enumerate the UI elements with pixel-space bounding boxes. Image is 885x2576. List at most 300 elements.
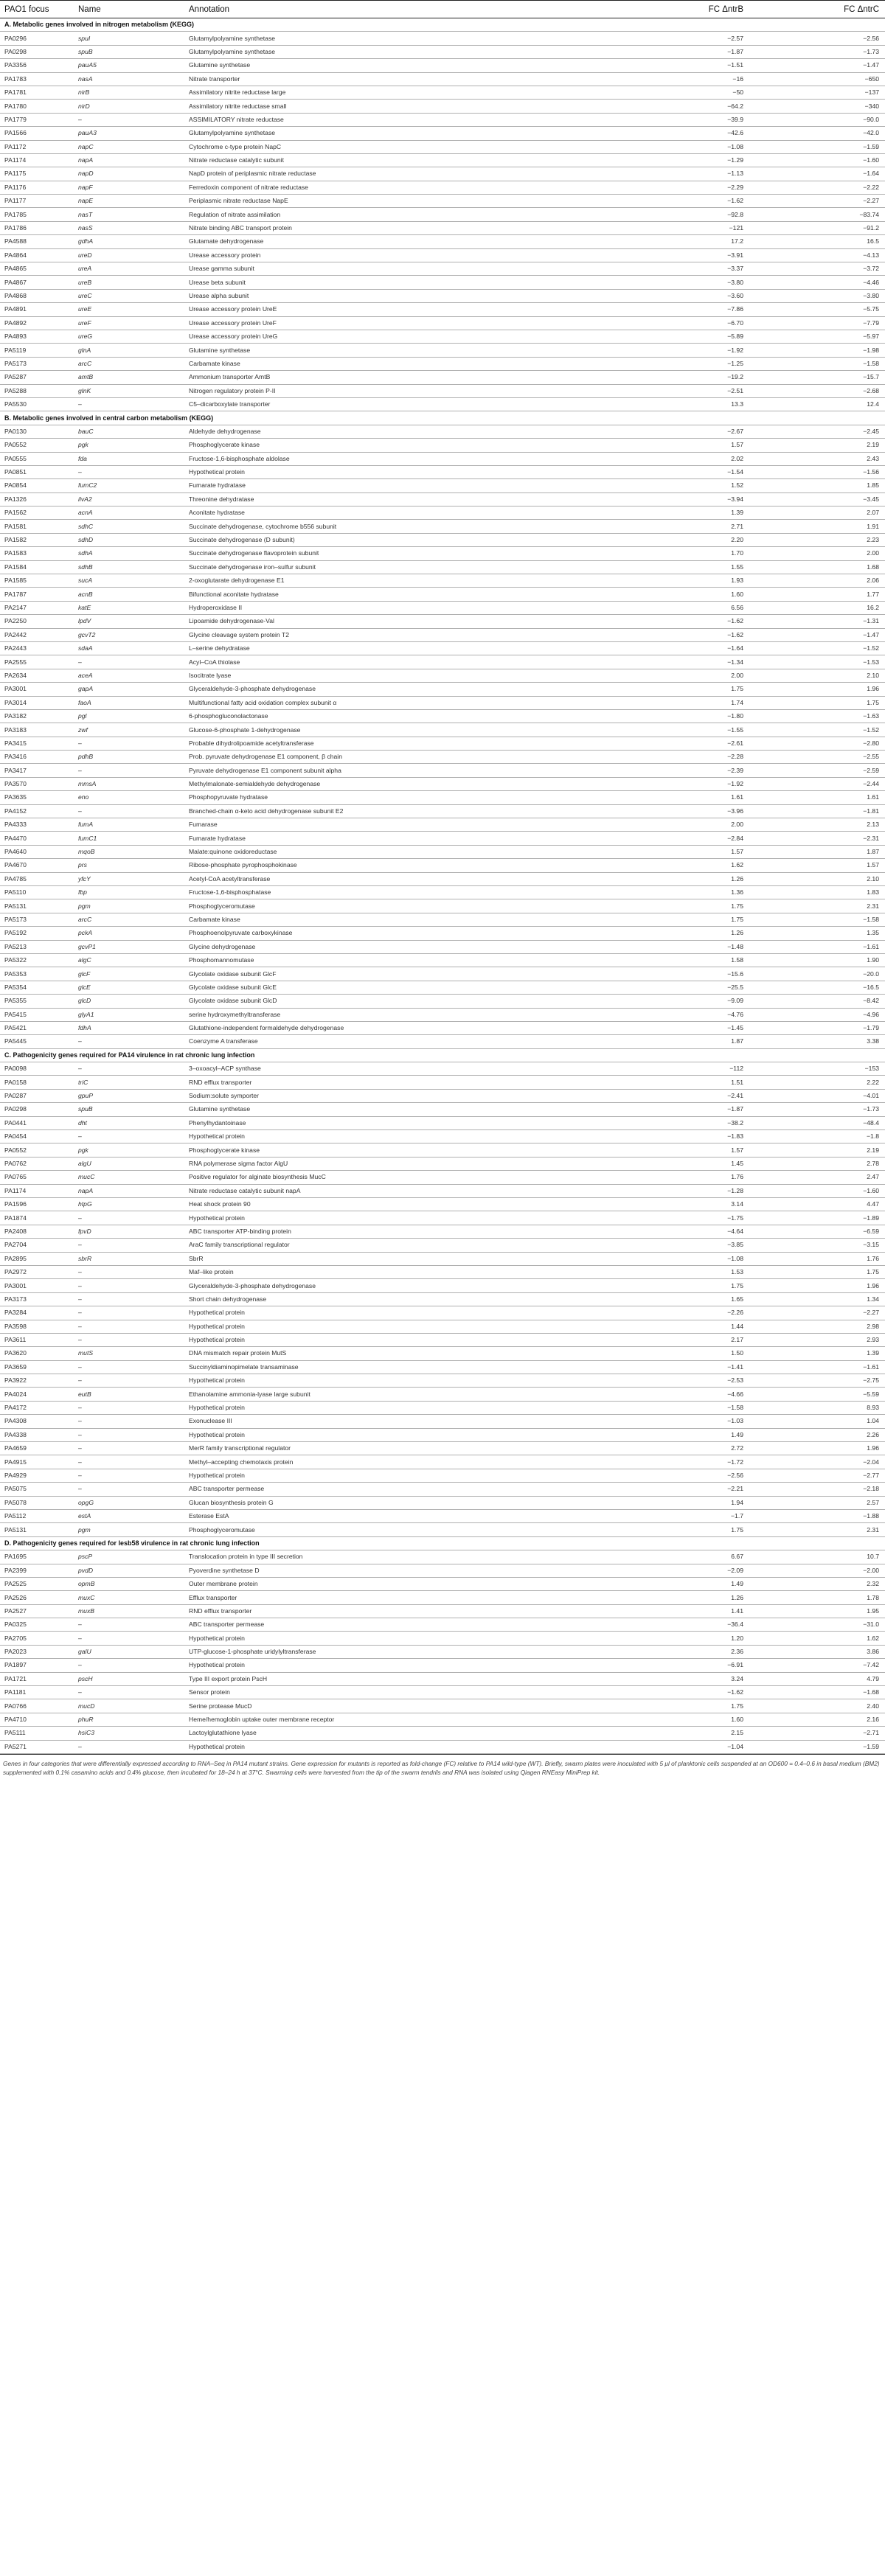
cell-fc-ntrc: −1.89 [749, 1211, 885, 1225]
cell-fc-ntrb: −3.60 [614, 289, 749, 302]
cell-fc-ntrc: −153 [749, 1062, 885, 1076]
cell-locus: PA4308 [0, 1415, 74, 1428]
cell-fc-ntrc: 1.61 [749, 791, 885, 804]
cell-name: glnK [74, 384, 184, 397]
cell-annotation: Methyl–accepting chemotaxis protein [184, 1455, 614, 1469]
cell-locus: PA0325 [0, 1618, 74, 1632]
cell-fc-ntrc: 2.06 [749, 574, 885, 588]
cell-name: hsiC3 [74, 1727, 184, 1740]
cell-fc-ntrc: 2.13 [749, 818, 885, 832]
cell-name: muxC [74, 1591, 184, 1604]
cell-annotation: Hydroperoxidase II [184, 601, 614, 614]
cell-annotation: Hypothetical protein [184, 1306, 614, 1320]
cell-locus: PA2408 [0, 1225, 74, 1238]
cell-locus: PA0762 [0, 1157, 74, 1170]
table-row [0, 641, 885, 655]
cell-fc-ntrb: −3.85 [614, 1239, 749, 1252]
cell-name: eno [74, 791, 184, 804]
cell-fc-ntrb: −1.28 [614, 1184, 749, 1197]
cell-name: mqoB [74, 845, 184, 858]
cell-annotation: RND efflux transporter [184, 1604, 614, 1618]
table-row [0, 316, 885, 330]
table-row [0, 1604, 885, 1618]
cell-annotation: Glutamate dehydrogenase [184, 235, 614, 248]
cell-locus: PA5213 [0, 940, 74, 953]
cell-annotation: Glucan biosynthesis protein G [184, 1496, 614, 1509]
cell-fc-ntrb: 1.60 [614, 588, 749, 601]
cell-fc-ntrc: 3.86 [749, 1645, 885, 1658]
cell-fc-ntrb: 1.39 [614, 507, 749, 520]
table-row [0, 289, 885, 302]
cell-annotation: Succinyldiaminopimelate transaminase [184, 1360, 614, 1374]
cell-locus: PA2525 [0, 1577, 74, 1590]
cell-fc-ntrb: −1.13 [614, 167, 749, 181]
cell-fc-ntrc: −1.47 [749, 628, 885, 641]
cell-locus: PA5354 [0, 981, 74, 994]
cell-fc-ntrc: −1.68 [749, 1686, 885, 1699]
cell-name: napF [74, 181, 184, 194]
cell-annotation: Hypothetical protein [184, 1211, 614, 1225]
cell-locus: PA4640 [0, 845, 74, 858]
cell-name: spuB [74, 1103, 184, 1116]
cell-fc-ntrb: −25.5 [614, 981, 749, 994]
cell-name: – [74, 1740, 184, 1753]
cell-fc-ntrb: 1.87 [614, 1035, 749, 1048]
cell-fc-ntrb: −1.48 [614, 940, 749, 953]
cell-fc-ntrc: 1.90 [749, 953, 885, 967]
cell-name: pscP [74, 1550, 184, 1564]
cell-name: mutS [74, 1347, 184, 1360]
cell-fc-ntrc: 2.57 [749, 1496, 885, 1509]
table-row [0, 520, 885, 533]
cell-fc-ntrb: 1.75 [614, 1279, 749, 1292]
cell-fc-ntrb: −2.41 [614, 1089, 749, 1102]
table-row [0, 153, 885, 167]
cell-locus: PA3416 [0, 751, 74, 764]
table-row [0, 683, 885, 696]
cell-fc-ntrc: 2.98 [749, 1320, 885, 1333]
cell-locus: PA3415 [0, 737, 74, 750]
cell-fc-ntrc: −1.52 [749, 641, 885, 655]
cell-fc-ntrb: 1.74 [614, 696, 749, 709]
cell-locus: PA5530 [0, 397, 74, 411]
cell-locus: PA5287 [0, 371, 74, 384]
cell-annotation: Hypothetical protein [184, 1401, 614, 1414]
cell-name: estA [74, 1509, 184, 1522]
table-row [0, 1239, 885, 1252]
table-row [0, 221, 885, 234]
cell-locus: PA4659 [0, 1442, 74, 1455]
cell-locus: PA5111 [0, 1727, 74, 1740]
table-row [0, 303, 885, 316]
cell-annotation: Glucose-6-phosphate 1-dehydrogenase [184, 723, 614, 737]
cell-annotation: Succinate dehydrogenase, cytochrome b556 subunit [184, 520, 614, 533]
cell-name: fumC2 [74, 479, 184, 492]
cell-fc-ntrb: −92.8 [614, 208, 749, 221]
cell-fc-ntrc: −1.60 [749, 153, 885, 167]
cell-locus: PA0555 [0, 452, 74, 465]
cell-fc-ntrc: −8.42 [749, 995, 885, 1008]
cell-locus: PA5322 [0, 953, 74, 967]
table-row [0, 1564, 885, 1577]
section-header-row [0, 18, 885, 32]
table-row [0, 1713, 885, 1726]
cell-fc-ntrb: 1.75 [614, 899, 749, 913]
cell-locus: PA0130 [0, 425, 74, 438]
cell-name: fumA [74, 818, 184, 832]
table-row [0, 886, 885, 899]
cell-fc-ntrc: −2.75 [749, 1374, 885, 1388]
cell-fc-ntrb: 1.57 [614, 1143, 749, 1157]
cell-fc-ntrc: −1.52 [749, 723, 885, 737]
cell-fc-ntrc: 2.40 [749, 1699, 885, 1713]
cell-fc-ntrb: −39.9 [614, 113, 749, 126]
cell-name: prs [74, 859, 184, 872]
cell-name: napC [74, 140, 184, 153]
cell-annotation: Lipoamide dehydrogenase-Val [184, 615, 614, 628]
cell-fc-ntrc: −2.56 [749, 32, 885, 45]
cell-annotation: Urease alpha subunit [184, 289, 614, 302]
cell-name: eutB [74, 1388, 184, 1401]
cell-name: glnA [74, 344, 184, 357]
cell-fc-ntrc: 12.4 [749, 397, 885, 411]
cell-name: nirB [74, 86, 184, 99]
cell-fc-ntrb: 13.3 [614, 397, 749, 411]
cell-name: triC [74, 1076, 184, 1089]
cell-annotation: Bifunctional aconitate hydratase [184, 588, 614, 601]
cell-locus: PA2526 [0, 1591, 74, 1604]
table-row [0, 1333, 885, 1346]
cell-fc-ntrc: 1.91 [749, 520, 885, 533]
cell-annotation: Multifunctional fatty acid oxidation complex subunit α [184, 696, 614, 709]
cell-name: nasS [74, 221, 184, 234]
table-row [0, 1197, 885, 1211]
cell-annotation: MerR family transcriptional regulator [184, 1442, 614, 1455]
cell-fc-ntrb: −2.53 [614, 1374, 749, 1388]
cell-locus: PA1779 [0, 113, 74, 126]
cell-name: opgG [74, 1496, 184, 1509]
cell-locus: PA2895 [0, 1252, 74, 1265]
cell-locus: PA2634 [0, 669, 74, 682]
cell-fc-ntrc: 1.04 [749, 1415, 885, 1428]
cell-fc-ntrb: 1.49 [614, 1428, 749, 1441]
cell-locus: PA1787 [0, 588, 74, 601]
cell-name: phuR [74, 1713, 184, 1726]
cell-annotation: Probable dihydrolipoamide acetyltransferase [184, 737, 614, 750]
cell-locus: PA3356 [0, 59, 74, 72]
table-row [0, 1130, 885, 1143]
table-row [0, 235, 885, 248]
cell-locus: PA4152 [0, 804, 74, 818]
cell-fc-ntrc: −4.01 [749, 1089, 885, 1102]
cell-fc-ntrb: 1.44 [614, 1320, 749, 1333]
cell-fc-ntrb: 17.2 [614, 235, 749, 248]
table-row [0, 479, 885, 492]
cell-annotation: Esterase EstA [184, 1509, 614, 1522]
cell-name: – [74, 1306, 184, 1320]
cell-locus: PA0098 [0, 1062, 74, 1076]
section-header-row [0, 411, 885, 425]
cell-fc-ntrb: 1.62 [614, 859, 749, 872]
cell-annotation: Carbamate kinase [184, 357, 614, 370]
cell-locus: PA1174 [0, 153, 74, 167]
cell-name: arcC [74, 913, 184, 926]
cell-name: katE [74, 601, 184, 614]
cell-fc-ntrc: −5.97 [749, 330, 885, 343]
cell-fc-ntrc: −1.61 [749, 940, 885, 953]
cell-annotation: 2-oxoglutarate dehydrogenase E1 [184, 574, 614, 588]
cell-locus: PA4865 [0, 262, 74, 276]
table-row [0, 1523, 885, 1536]
cell-annotation: Nitrate reductase catalytic subunit [184, 153, 614, 167]
section-header-row [0, 1048, 885, 1062]
cell-annotation: Urease beta subunit [184, 276, 614, 289]
cell-annotation: Urease accessory protein UreG [184, 330, 614, 343]
table-row [0, 574, 885, 588]
cell-locus: PA1781 [0, 86, 74, 99]
cell-name: – [74, 1333, 184, 1346]
cell-fc-ntrb: −3.96 [614, 804, 749, 818]
cell-name: – [74, 1374, 184, 1388]
cell-name: pdhB [74, 751, 184, 764]
cell-fc-ntrb: −3.37 [614, 262, 749, 276]
cell-annotation: Serine protease MucD [184, 1699, 614, 1713]
cell-locus: PA4893 [0, 330, 74, 343]
cell-fc-ntrc: −1.63 [749, 709, 885, 723]
cell-name: aceA [74, 669, 184, 682]
cell-name: sdhD [74, 533, 184, 546]
cell-name: – [74, 1035, 184, 1048]
cell-annotation: Aconitate hydratase [184, 507, 614, 520]
table-row [0, 1184, 885, 1197]
cell-annotation: ASSIMILATORY nitrate reductase [184, 113, 614, 126]
cell-locus: PA4338 [0, 1428, 74, 1441]
cell-fc-ntrb: 1.76 [614, 1171, 749, 1184]
cell-fc-ntrb: −36.4 [614, 1618, 749, 1632]
cell-name: – [74, 1239, 184, 1252]
cell-name: bauC [74, 425, 184, 438]
cell-fc-ntrc: 1.83 [749, 886, 885, 899]
table-row [0, 804, 885, 818]
cell-locus: PA0552 [0, 439, 74, 452]
cell-fc-ntrb: −1.7 [614, 1509, 749, 1522]
cell-locus: PA5078 [0, 1496, 74, 1509]
cell-annotation: Type III export protein PscH [184, 1672, 614, 1685]
cell-fc-ntrc: −137 [749, 86, 885, 99]
cell-annotation: ABC transporter ATP-binding protein [184, 1225, 614, 1238]
cell-fc-ntrb: −2.39 [614, 764, 749, 777]
cell-annotation: Glutamine synthetase [184, 1103, 614, 1116]
cell-fc-ntrb: 2.17 [614, 1333, 749, 1346]
cell-locus: PA3922 [0, 1374, 74, 1388]
cell-fc-ntrb: −5.89 [614, 330, 749, 343]
cell-annotation: Positive regulator for alginate biosynthesis MucC [184, 1171, 614, 1184]
cell-fc-ntrb: −4.66 [614, 1388, 749, 1401]
table-row [0, 872, 885, 885]
cell-locus: PA0298 [0, 1103, 74, 1116]
table-row [0, 72, 885, 86]
table-row [0, 533, 885, 546]
cell-fc-ntrb: −2.84 [614, 832, 749, 845]
cell-fc-ntrc: −1.59 [749, 140, 885, 153]
cell-fc-ntrc: −2.18 [749, 1483, 885, 1496]
cell-fc-ntrc: −3.15 [749, 1239, 885, 1252]
table-row [0, 344, 885, 357]
cell-name: – [74, 764, 184, 777]
cell-name: – [74, 1360, 184, 1374]
cell-annotation: ABC transporter permease [184, 1483, 614, 1496]
table-row [0, 1035, 885, 1048]
cell-locus: PA5445 [0, 1035, 74, 1048]
cell-locus: PA1583 [0, 547, 74, 560]
cell-fc-ntrc: −2.71 [749, 1727, 885, 1740]
cell-annotation: Succinate dehydrogenase flavoprotein subunit [184, 547, 614, 560]
cell-fc-ntrc: −2.68 [749, 384, 885, 397]
cell-fc-ntrc: −2.00 [749, 1564, 885, 1577]
cell-fc-ntrc: 2.31 [749, 1523, 885, 1536]
cell-fc-ntrb: 1.60 [614, 1713, 749, 1726]
cell-name: acnB [74, 588, 184, 601]
table-row [0, 1279, 885, 1292]
table-row [0, 1740, 885, 1753]
cell-name: yfcY [74, 872, 184, 885]
cell-name: pscH [74, 1672, 184, 1685]
cell-fc-ntrc: 8.93 [749, 1401, 885, 1414]
cell-fc-ntrb: −3.80 [614, 276, 749, 289]
table-row [0, 1577, 885, 1590]
cell-annotation: Phosphomannomutase [184, 953, 614, 967]
cell-name: pgk [74, 1143, 184, 1157]
cell-name: – [74, 1401, 184, 1414]
cell-fc-ntrc: −2.22 [749, 181, 885, 194]
cell-fc-ntrb: 6.67 [614, 1550, 749, 1564]
table-row [0, 1306, 885, 1320]
cell-locus: PA3570 [0, 777, 74, 790]
cell-annotation: Glycine dehydrogenase [184, 940, 614, 953]
cell-annotation: Fumarate hydratase [184, 479, 614, 492]
cell-fc-ntrb: −1.58 [614, 1401, 749, 1414]
header-locus: PAO1 focus [0, 1, 74, 18]
table-row [0, 1632, 885, 1645]
cell-name: – [74, 1428, 184, 1441]
cell-annotation: Assimilatory nitrite reductase small [184, 100, 614, 113]
cell-annotation: Fumarase [184, 818, 614, 832]
cell-fc-ntrc: 1.57 [749, 859, 885, 872]
cell-fc-ntrb: −2.21 [614, 1483, 749, 1496]
cell-fc-ntrc: −90.0 [749, 113, 885, 126]
cell-annotation: 6-phosphogluconolactonase [184, 709, 614, 723]
cell-name: – [74, 113, 184, 126]
table-row [0, 32, 885, 45]
cell-fc-ntrb: 1.52 [614, 479, 749, 492]
table-row [0, 1727, 885, 1740]
cell-fc-ntrb: −9.09 [614, 995, 749, 1008]
cell-fc-ntrc: −91.2 [749, 221, 885, 234]
cell-annotation: Cytochrome c-type protein NapC [184, 140, 614, 153]
cell-annotation: Aldehyde dehydrogenase [184, 425, 614, 438]
cell-name: arcC [74, 357, 184, 370]
cell-locus: PA1695 [0, 1550, 74, 1564]
cell-fc-ntrb: 1.57 [614, 845, 749, 858]
cell-locus: PA3598 [0, 1320, 74, 1333]
cell-name: acnA [74, 507, 184, 520]
cell-locus: PA4891 [0, 303, 74, 316]
cell-fc-ntrb: −2.26 [614, 1306, 749, 1320]
cell-fc-ntrc: −3.80 [749, 289, 885, 302]
cell-locus: PA1584 [0, 560, 74, 574]
cell-annotation: Glutamylpolyamine synthetase [184, 127, 614, 140]
cell-locus: PA2555 [0, 655, 74, 669]
cell-fc-ntrb: 1.65 [614, 1292, 749, 1306]
cell-fc-ntrb: −2.29 [614, 181, 749, 194]
cell-fc-ntrb: −16 [614, 72, 749, 86]
cell-locus: PA1566 [0, 127, 74, 140]
table-row [0, 655, 885, 669]
cell-fc-ntrb: −1.51 [614, 59, 749, 72]
cell-annotation: UTP-glucose-1-phosphate uridylyltransferase [184, 1645, 614, 1658]
table-row [0, 751, 885, 764]
cell-fc-ntrc: 2.00 [749, 547, 885, 560]
cell-fc-ntrb: −1.62 [614, 195, 749, 208]
cell-fc-ntrc: −650 [749, 72, 885, 86]
cell-fc-ntrc: −1.31 [749, 615, 885, 628]
cell-locus: PA2972 [0, 1265, 74, 1278]
cell-annotation: Translocation protein in type III secretion [184, 1550, 614, 1564]
cell-name: fumC1 [74, 832, 184, 845]
cell-annotation: Hypothetical protein [184, 1320, 614, 1333]
cell-locus: PA0296 [0, 32, 74, 45]
cell-fc-ntrc: 4.47 [749, 1197, 885, 1211]
cell-locus: PA4785 [0, 872, 74, 885]
cell-annotation: Glyceraldehyde-3-phosphate dehydrogenase [184, 683, 614, 696]
cell-fc-ntrc: 2.47 [749, 1171, 885, 1184]
cell-locus: PA3182 [0, 709, 74, 723]
cell-fc-ntrc: −20.0 [749, 967, 885, 981]
cell-fc-ntrb: −15.6 [614, 967, 749, 981]
cell-annotation: Fumarate hydratase [184, 832, 614, 845]
cell-fc-ntrc: 1.96 [749, 1279, 885, 1292]
cell-fc-ntrb: −1.64 [614, 641, 749, 655]
cell-name: mucD [74, 1699, 184, 1713]
cell-name: – [74, 1618, 184, 1632]
cell-name: – [74, 1279, 184, 1292]
cell-fc-ntrc: 2.16 [749, 1713, 885, 1726]
cell-fc-ntrb: 1.75 [614, 1699, 749, 1713]
cell-fc-ntrc: 2.32 [749, 1577, 885, 1590]
cell-name: algU [74, 1157, 184, 1170]
cell-fc-ntrc: 1.87 [749, 845, 885, 858]
cell-fc-ntrb: 1.53 [614, 1265, 749, 1278]
cell-annotation: Fructose-1,6-bisphosphate aldolase [184, 452, 614, 465]
cell-name: opmB [74, 1577, 184, 1590]
cell-annotation: Glyceraldehyde-3-phosphate dehydrogenase [184, 1279, 614, 1292]
cell-annotation: Hypothetical protein [184, 1740, 614, 1753]
cell-name: ureE [74, 303, 184, 316]
table-row [0, 1103, 885, 1116]
cell-annotation: Sensor protein [184, 1686, 614, 1699]
cell-name: spuI [74, 32, 184, 45]
cell-fc-ntrb: 1.55 [614, 560, 749, 574]
cell-annotation: Methylmalonate-semialdehyde dehydrogenase [184, 777, 614, 790]
table-row [0, 330, 885, 343]
table-row [0, 262, 885, 276]
cell-annotation: Glutathione-independent formaldehyde dehydrogenase [184, 1021, 614, 1034]
cell-annotation: Phosphoglyceromutase [184, 899, 614, 913]
table-row [0, 737, 885, 750]
cell-fc-ntrb: 2.00 [614, 669, 749, 682]
cell-fc-ntrc: −48.4 [749, 1116, 885, 1129]
cell-fc-ntrc: 2.78 [749, 1157, 885, 1170]
